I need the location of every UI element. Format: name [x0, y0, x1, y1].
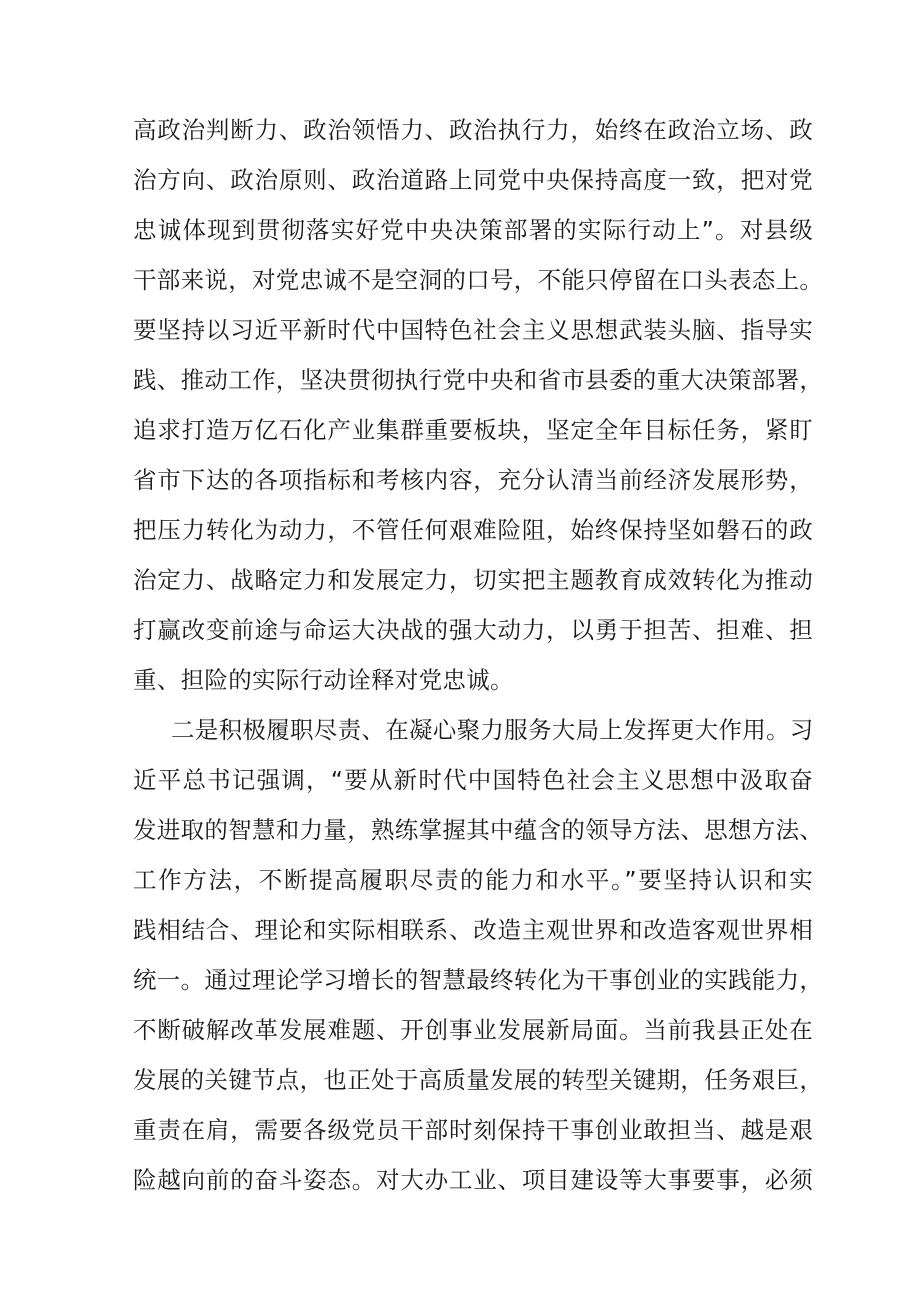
text-line: 险越向前的奋斗姿态。对大办工业、项目建设等大事要事，必须: [133, 1166, 813, 1194]
text-line: 高政治判断力、政治领悟力、政治执行力，始终在政治立场、政: [133, 116, 813, 144]
text-line: 干部来说，对党忠诚不是空洞的口号，不能只停留在口头表态上。: [133, 266, 824, 294]
text-line: 治方向、政治原则、政治道路上同党中央保持高度一致，把对党: [133, 166, 813, 194]
text-line: 践相结合、理论和实际相联系、改造主观世界和改造客观世界相: [133, 916, 813, 944]
text-line: 重、担险的实际行动诠释对党忠诚。: [133, 666, 514, 694]
text-line: 统一。通过理论学习增长的智慧最终转化为干事创业的实践能力，: [133, 966, 824, 994]
paragraph-start-line: 二是积极履职尽责、在凝心聚力服务大局上发挥更大作用。习: [171, 716, 814, 744]
text-line: 把压力转化为动力，不管任何艰难险阻，始终保持坚如磐石的政: [133, 516, 813, 544]
text-line: 省市下达的各项指标和考核内容，充分认清当前经济发展形势，: [133, 466, 813, 494]
text-line: 工作方法，不断提高履职尽责的能力和水平。”要坚持认识和实: [133, 866, 813, 894]
text-line: 打赢改变前途与命运大决战的强大动力，以勇于担苦、担难、担: [133, 616, 813, 644]
text-line: 近平总书记强调，“要从新时代中国特色社会主义思想中汲取奋: [133, 766, 813, 794]
text-line: 治定力、战略定力和发展定力，切实把主题教育成效转化为推动: [133, 566, 813, 594]
text-line: 忠诚体现到贯彻落实好党中央决策部署的实际行动上”。对县级: [133, 216, 813, 244]
text-line: 要坚持以习近平新时代中国特色社会主义思想武装头脑、指导实: [133, 316, 813, 344]
text-line: 重责在肩，需要各级党员干部时刻保持干事创业敢担当、越是艰: [133, 1116, 813, 1144]
text-line: 发进取的智慧和力量，熟练掌握其中蕴含的领导方法、思想方法、: [133, 816, 824, 844]
text-line: 不断破解改革发展难题、开创事业发展新局面。当前我县正处在: [133, 1016, 813, 1044]
text-line: 追求打造万亿石化产业集群重要板块，坚定全年目标任务，紧盯: [133, 416, 813, 444]
text-line: 践、推动工作，坚决贯彻执行党中央和省市县委的重大决策部署，: [133, 366, 824, 394]
text-line: 发展的关键节点，也正处于高质量发展的转型关键期，任务艰巨，: [133, 1066, 824, 1094]
